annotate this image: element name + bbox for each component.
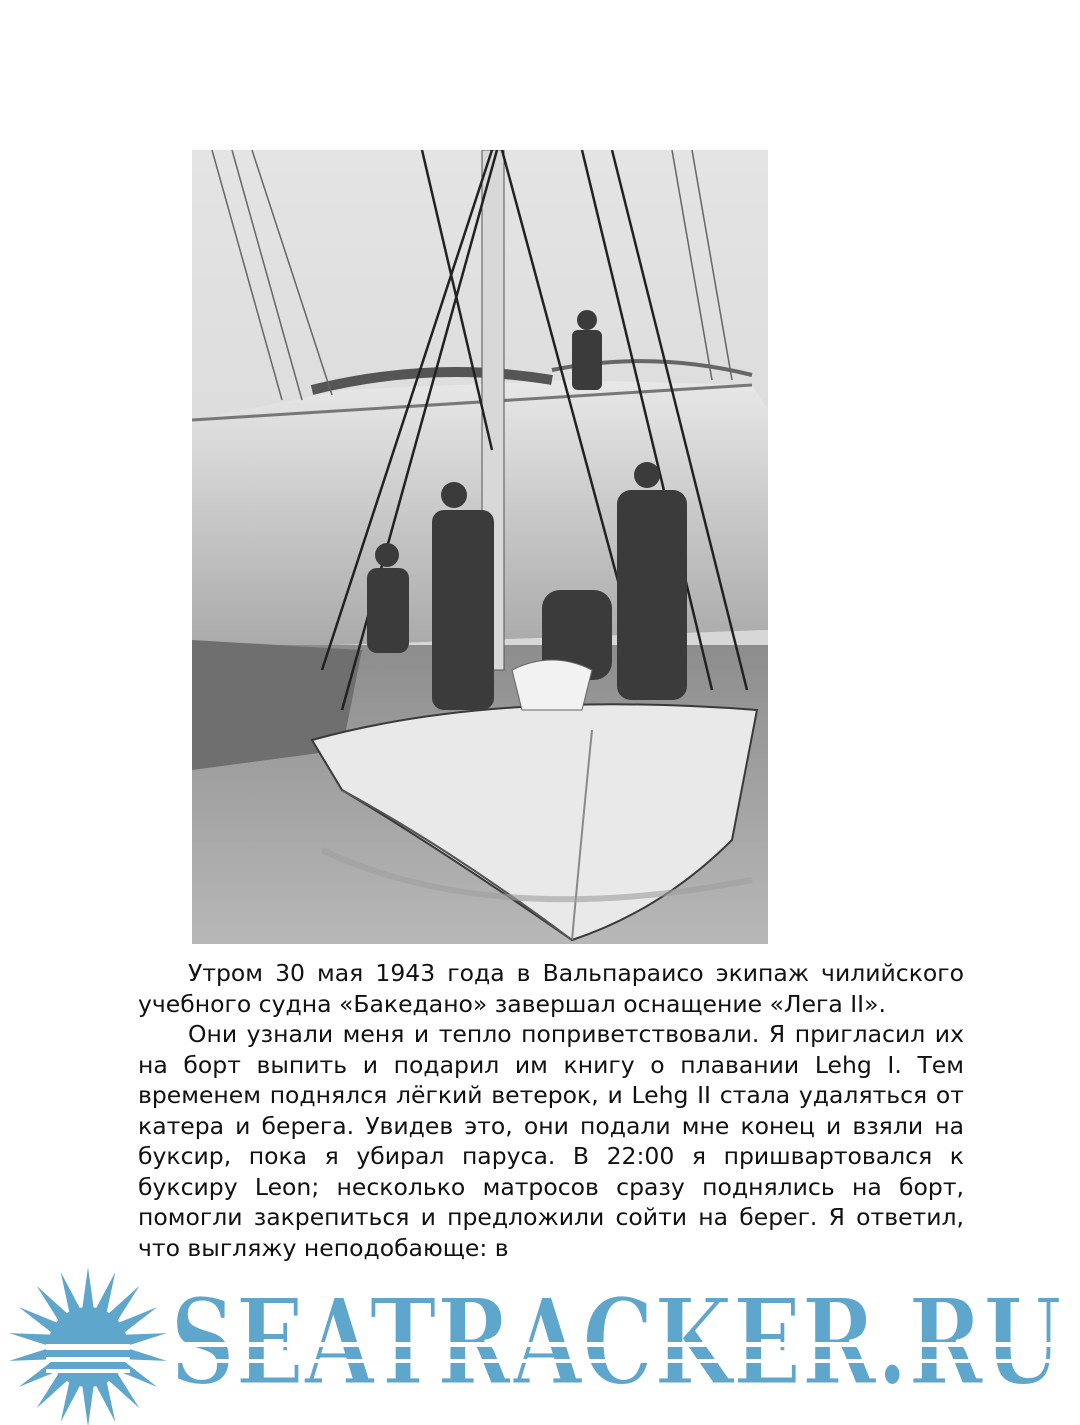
paragraph: Утром 30 мая 1943 года в Вальпараисо экипаж чилийского учебного судна «Бакедано» завершал оснащение «Лега II». <box>138 959 964 1018</box>
sun-logo-icon <box>8 1267 168 1425</box>
sailing-boat-photo <box>192 150 768 944</box>
watermark-graphic <box>0 1262 1080 1425</box>
body-text <box>138 958 964 1263</box>
photo <box>192 150 768 944</box>
watermark <box>0 1262 1080 1425</box>
paragraph: Они узнали меня и тепло поприветствовали. Я пригласил их на борт выпить и подарил им книгу о плавании Lehg I. Тем временем поднялся лёгкий ветерок, и Lehg II стала удаляться от катера и берега. Увидев это, они подали мне конец и взяли на буксир, пока я убирал паруса. В 22:00 я пришвартовался к буксиру Leon; несколько матросов сразу поднялись на борт, помогли закрепиться и предложили сойти на берег. Я ответил, что выгляжу неподобающе: в <box>138 1020 964 1262</box>
